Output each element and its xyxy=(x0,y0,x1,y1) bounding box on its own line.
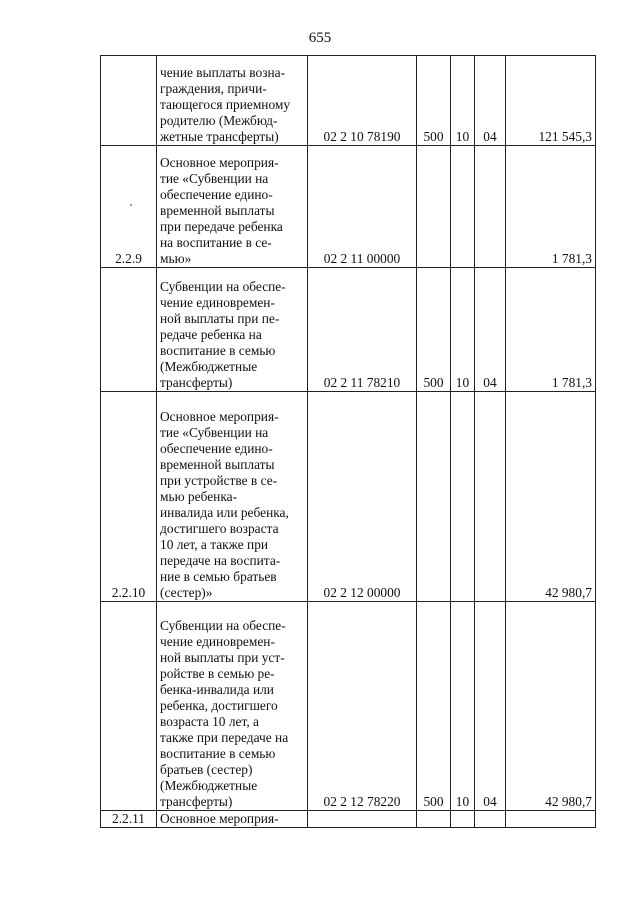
description-cell: Субвенции на обеспе- чение единовремен- ной выплаты при пе- редаче ребенка на воспитание в семью (Межбюджетные трансферты) xyxy=(157,268,308,392)
target-article-code-cell: 02 2 10 78190 xyxy=(308,56,417,146)
amount-cell: 1 781,3 xyxy=(506,146,596,268)
section-cell: 10 xyxy=(451,268,475,392)
table-row xyxy=(101,146,596,268)
page-number: 655 xyxy=(308,30,332,46)
description-cell: Основное мероприя- тие «Субвенции на обеспечение едино- временной выплаты при передаче ребенка на воспитание в се- мью» xyxy=(157,146,308,268)
row-number-cell: 2.2.10 xyxy=(101,392,157,602)
row-number-cell xyxy=(101,268,157,392)
target-article-code-cell: 02 2 11 00000 xyxy=(308,146,417,268)
subsection-cell xyxy=(475,392,506,602)
target-article-code-cell: 02 2 12 00000 xyxy=(308,392,417,602)
expense-type-cell xyxy=(417,811,451,828)
amount-cell: 42 980,7 xyxy=(506,602,596,811)
table-row xyxy=(101,268,596,392)
description-cell: Субвенции на обеспе- чение единовремен- ной выплаты при уст- ройстве в семью ре- бенка-инвалида или ребенка, достигшего возраста 10 лет, а также при передаче на воспитание в семью братьев (сестер) (Межбюджетные трансферты) xyxy=(157,602,308,811)
description-cell: чение выплаты возна- граждения, причи- тающегося приемному родителю (Межбюд- жетные трансферты) xyxy=(157,56,308,146)
table-row xyxy=(101,392,596,602)
section-cell: 10 xyxy=(451,56,475,146)
expense-type-cell: 500 xyxy=(417,56,451,146)
scan-speck xyxy=(130,204,132,206)
expense-type-cell: 500 xyxy=(417,602,451,811)
section-cell xyxy=(451,146,475,268)
table-row xyxy=(101,811,596,828)
budget-table xyxy=(100,55,596,828)
description-cell: Основное мероприя- тие «Субвенции на обеспечение едино- временной выплаты при устройстве в се- мью ребенка- инвалида или ребенка, достигшего возраста 10 лет, а также при передаче на воспита- ние в семью братьев (сестер)» xyxy=(157,392,308,602)
expense-type-cell xyxy=(417,392,451,602)
target-article-code-cell xyxy=(308,811,417,828)
row-number-cell xyxy=(101,56,157,146)
description-cell: Основное мероприя- xyxy=(157,811,308,828)
row-number-cell: 2.2.9 xyxy=(101,146,157,268)
target-article-code-cell: 02 2 11 78210 xyxy=(308,268,417,392)
section-cell: 10 xyxy=(451,602,475,811)
row-number-cell xyxy=(101,602,157,811)
target-article-code-cell: 02 2 12 78220 xyxy=(308,602,417,811)
section-cell xyxy=(451,392,475,602)
row-number-cell: 2.2.11 xyxy=(101,811,157,828)
subsection-cell xyxy=(475,811,506,828)
subsection-cell: 04 xyxy=(475,602,506,811)
subsection-cell xyxy=(475,146,506,268)
subsection-cell: 04 xyxy=(475,56,506,146)
table-row xyxy=(101,602,596,811)
amount-cell: 121 545,3 xyxy=(506,56,596,146)
subsection-cell: 04 xyxy=(475,268,506,392)
expense-type-cell: 500 xyxy=(417,268,451,392)
section-cell xyxy=(451,811,475,828)
amount-cell: 42 980,7 xyxy=(506,392,596,602)
expense-type-cell xyxy=(417,146,451,268)
amount-cell xyxy=(506,811,596,828)
amount-cell: 1 781,3 xyxy=(506,268,596,392)
table-row xyxy=(101,56,596,146)
